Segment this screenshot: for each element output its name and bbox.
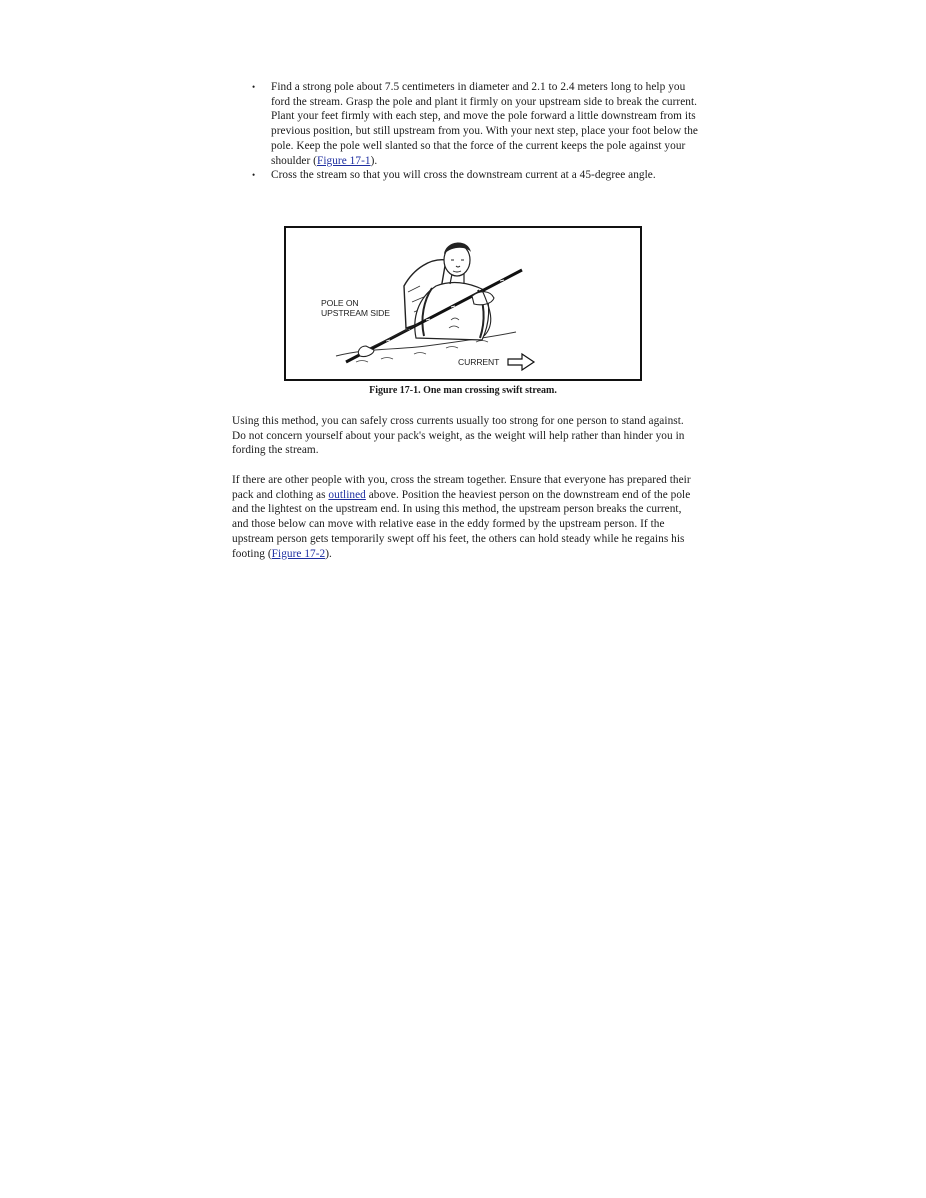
list-item bbox=[252, 168, 700, 183]
current-label: CURRENT bbox=[458, 357, 500, 367]
figure-17-1 bbox=[284, 226, 642, 381]
paragraph: Using this method, you can safely cross currents usually too strong for one person to stand against. Do not concern yourself about your pack's weight, as the weight will help rather than hinder you in fording the stream. bbox=[232, 415, 685, 457]
list-item-text-end: ). bbox=[370, 154, 378, 167]
paragraph-text: If there are other people with you, cross the stream together. Ensure that everyone has prepared their pack and clothing as bbox=[232, 474, 691, 501]
instruction-list bbox=[252, 80, 700, 183]
bullet-icon: • bbox=[252, 170, 256, 181]
paragraph bbox=[232, 473, 700, 561]
figure-caption: Figure 17-1. One man crossing swift stream. bbox=[369, 385, 557, 396]
list-item bbox=[252, 80, 700, 168]
figure-17-1-link[interactable]: Figure 17-1 bbox=[317, 154, 371, 167]
list-item-text: Find a strong pole about 7.5 centimeters in diameter and 2.1 to 2.4 meters long to help you ford the stream. Grasp the pole and plant it firmly on your upstream side to break the current. Plant your feet firmly with each step, and move the pole forward a little downstream from its previous position, but still upstream from you. With your next step, place your foot below the pole. Keep the pole well slanted so that the force of the current keeps the pole against your shoulder ( bbox=[271, 81, 698, 167]
pole-label-line2: UPSTREAM SIDE bbox=[321, 308, 390, 318]
figure-17-2-link[interactable]: Figure 17-2 bbox=[271, 547, 326, 560]
list-item-text: Cross the stream so that you will cross the downstream current at a 45-degree angle. bbox=[271, 169, 656, 182]
bullet-icon: • bbox=[252, 82, 256, 92]
paragraph-text: above. Position the heaviest person on the downstream end of the pole and the lightest on the upstream end. In using this method, the upstream person breaks the current, and those below can move with relative ease in the eddy formed by the upstream person. If the upstream person gets temporarily swept off his feet, the others can hold steady while he regains his footing ( bbox=[232, 488, 691, 560]
outlined-link[interactable]: outlined bbox=[328, 488, 366, 501]
paragraph-text-end: ). bbox=[325, 547, 332, 560]
pole-label-line1: POLE ON bbox=[321, 298, 359, 308]
